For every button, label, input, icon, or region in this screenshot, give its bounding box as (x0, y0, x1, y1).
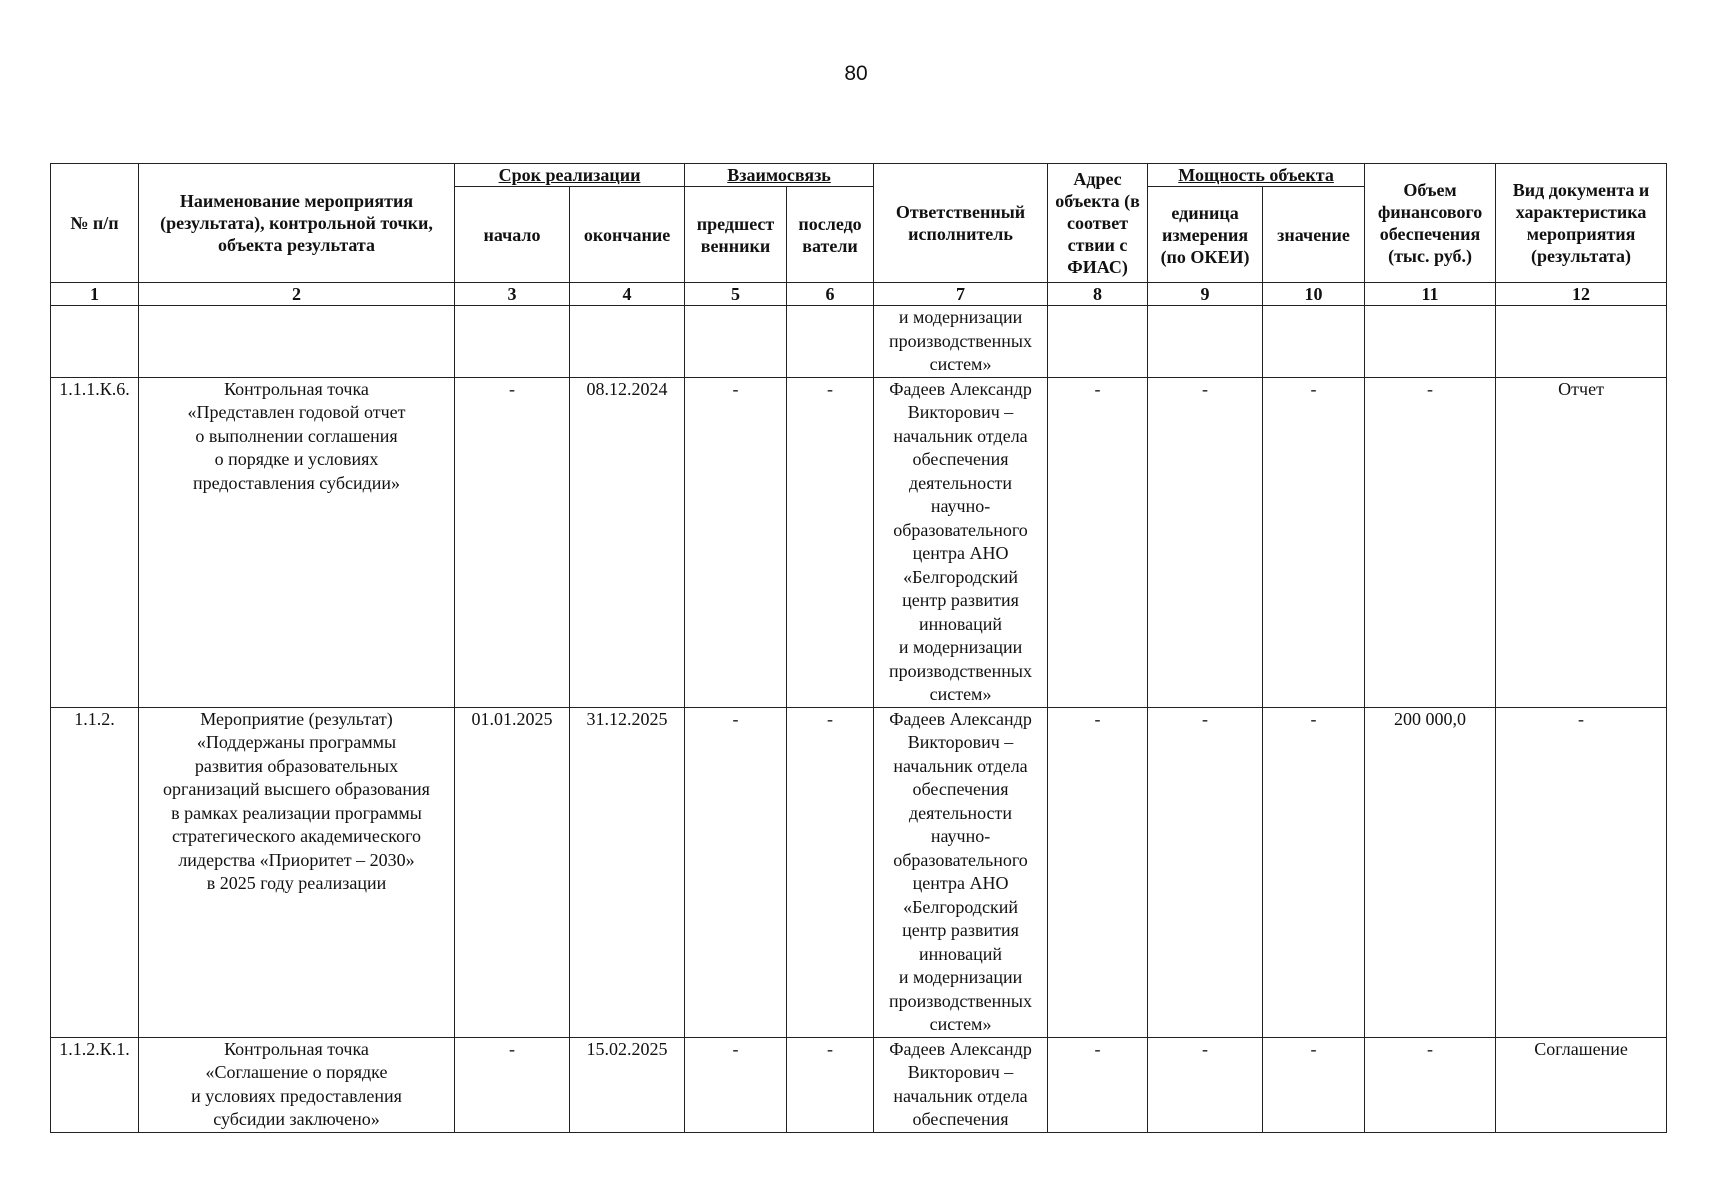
row-code: 1.1.2.К.1. (51, 1037, 139, 1132)
row-start: - (455, 1037, 570, 1132)
events-table (50, 163, 1667, 1133)
row-successors: - (787, 1037, 874, 1132)
table-row (51, 1037, 1667, 1132)
row-successors (787, 306, 874, 378)
row-responsible: Фадеев Александр Викторович – начальник отдела обеспечения (874, 1037, 1048, 1132)
row-predecessors: - (685, 377, 787, 707)
row-value: - (1263, 377, 1365, 707)
row-name: Контрольная точка «Соглашение о порядке и условиях предоставления субсидии заключено» (139, 1037, 455, 1132)
row-code: 1.1.1.К.6. (51, 377, 139, 707)
column-number: 4 (570, 283, 685, 306)
row-start: 01.01.2025 (455, 707, 570, 1037)
header-link-group: Взаимосвязь (685, 164, 874, 187)
column-number: 9 (1148, 283, 1263, 306)
row-value: - (1263, 1037, 1365, 1132)
row-start (455, 306, 570, 378)
table-row (51, 306, 1667, 378)
column-number: 2 (139, 283, 455, 306)
row-predecessors (685, 306, 787, 378)
row-address: - (1048, 1037, 1148, 1132)
row-financing (1365, 306, 1496, 378)
column-number: 10 (1263, 283, 1365, 306)
row-code: 1.1.2. (51, 707, 139, 1037)
row-end: 08.12.2024 (570, 377, 685, 707)
row-code (51, 306, 139, 378)
row-address: - (1048, 707, 1148, 1037)
header-value: значение (1263, 187, 1365, 283)
row-financing: 200 000,0 (1365, 707, 1496, 1037)
row-unit: - (1148, 707, 1263, 1037)
row-name: Мероприятие (результат) «Поддержаны программы развития образовательных организаций высшего образования в рамках реализации программы стратегического академического лидерства «Приоритет – 2030» в 2025 году реализации (139, 707, 455, 1037)
header-name: Наименование мероприятия (результата), контрольной точки, объекта результата (139, 164, 455, 283)
row-name: Контрольная точка «Представлен годовой отчет о выполнении соглашения о порядке и условиях предоставления субсидии» (139, 377, 455, 707)
row-document: Отчет (1496, 377, 1667, 707)
header-start: начало (455, 187, 570, 283)
column-number: 12 (1496, 283, 1667, 306)
row-financing: - (1365, 1037, 1496, 1132)
row-value: - (1263, 707, 1365, 1037)
row-value (1263, 306, 1365, 378)
row-predecessors: - (685, 1037, 787, 1132)
column-number: 11 (1365, 283, 1496, 306)
row-document: - (1496, 707, 1667, 1037)
row-end: 15.02.2025 (570, 1037, 685, 1132)
table-row (51, 377, 1667, 707)
header-financing: Объем финансового обеспечения (тыс. руб.) (1365, 164, 1496, 283)
header-unit: единица измерения (по ОКЕИ) (1148, 187, 1263, 283)
column-number: 5 (685, 283, 787, 306)
column-number: 6 (787, 283, 874, 306)
row-start: - (455, 377, 570, 707)
row-name (139, 306, 455, 378)
row-document (1496, 306, 1667, 378)
header-end: окончание (570, 187, 685, 283)
row-responsible: Фадеев Александр Викторович – начальник отдела обеспечения деятельности научно- образовательного центра АНО «Белгородский центр развития инноваций и модернизации производственных систем» (874, 377, 1048, 707)
column-number-row (51, 283, 1667, 306)
header-responsible: Ответственный исполнитель (874, 164, 1048, 283)
row-unit: - (1148, 377, 1263, 707)
header-document: Вид документа и характеристика мероприятия (результата) (1496, 164, 1667, 283)
row-unit (1148, 306, 1263, 378)
header-predecessors: предшест венники (685, 187, 787, 283)
row-end: 31.12.2025 (570, 707, 685, 1037)
header-power-group: Мощность объекта (1148, 164, 1365, 187)
table-row (51, 707, 1667, 1037)
page-number: 80 (844, 62, 868, 85)
column-number: 3 (455, 283, 570, 306)
row-document: Соглашение (1496, 1037, 1667, 1132)
row-responsible: Фадеев Александр Викторович – начальник отдела обеспечения деятельности научно- образовательного центра АНО «Белгородский центр развития инноваций и модернизации производственных систем» (874, 707, 1048, 1037)
header-successors: последо ватели (787, 187, 874, 283)
row-responsible: и модернизации производственных систем» (874, 306, 1048, 378)
row-successors: - (787, 377, 874, 707)
header-row-top (51, 164, 1667, 187)
row-unit: - (1148, 1037, 1263, 1132)
header-term-group: Срок реализации (455, 164, 685, 187)
row-financing: - (1365, 377, 1496, 707)
row-end (570, 306, 685, 378)
header-num: № п/п (51, 164, 139, 283)
column-number: 1 (51, 283, 139, 306)
column-number: 8 (1048, 283, 1148, 306)
column-number: 7 (874, 283, 1048, 306)
row-predecessors: - (685, 707, 787, 1037)
row-successors: - (787, 707, 874, 1037)
row-address (1048, 306, 1148, 378)
row-address: - (1048, 377, 1148, 707)
header-address: Адрес объекта (в соответ ствии с ФИАС) (1048, 164, 1148, 283)
